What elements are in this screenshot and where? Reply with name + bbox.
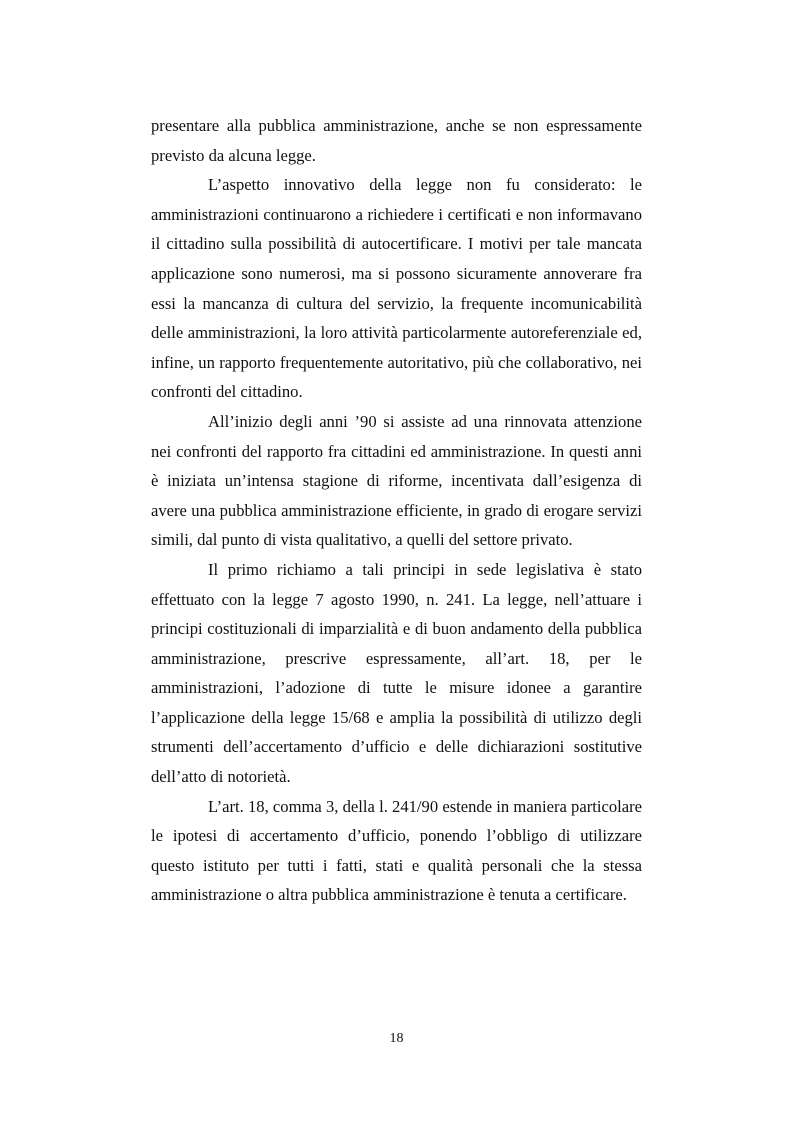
paragraph-3: All’inizio degli anni ’90 si assiste ad una rinnovata attenzione nei confronti del rapporto fra cittadini ed amministrazione. In questi anni è iniziata un’intensa stagione di riforme, incentivata dall’esigenza di avere una pubblica amministrazione efficiente, in grado di erogare servizi simili, dal punto di vista qualitativo, a quelli del settore privato.	[151, 411, 642, 550]
paragraph-1: presentare alla pubblica amministrazione, anche se non espressamente previsto da alcuna legge.	[151, 116, 642, 165]
page-number: 18	[389, 1031, 404, 1046]
page-body	[151, 111, 642, 910]
paragraph-4: Il primo richiamo a tali principi in sede legislativa è stato effettuato con la legge 7 agosto 1990, n. 241. La legge, nell’attuare i principi costituzionali di imparzialità e di buon andamento della pubblica amministrazione, prescrive espressamente, all’art. 18, per le amministrazioni, l’adozione di tutte le misure idonee a garantire l’applicazione della legge 15/68 e amplia la possibilità di utilizzo degli strumenti dell’accertamento d’ufficio e delle dichiarazioni sostitutive dell’atto di notorietà.	[151, 559, 642, 787]
paragraph-5: L’art. 18, comma 3, della l. 241/90 estende in maniera particolare le ipotesi di accertamento d’ufficio, ponendo l’obbligo di utilizzare questo istituto per tutti i fatti, stati e qualità personali che la stessa amministrazione o altra pubblica amministrazione è tenuta a certificare.	[151, 796, 642, 905]
paragraph-2: L’aspetto innovativo della legge non fu considerato: le amministrazioni continuarono a richiedere i certificati e non informavano il cittadino sulla possibilità di autocertificare. I motivi per tale mancata applicazione sono numerosi, ma si possono sicuramente annoverare fra essi la mancanza di cultura del servizio, la frequente incomunicabilità delle amministrazioni, la loro attività particolarmente autoreferenziale ed, infine, un rapporto frequentemente autoritativo, più che collaborativo, nei confronti del cittadino.	[151, 175, 642, 402]
